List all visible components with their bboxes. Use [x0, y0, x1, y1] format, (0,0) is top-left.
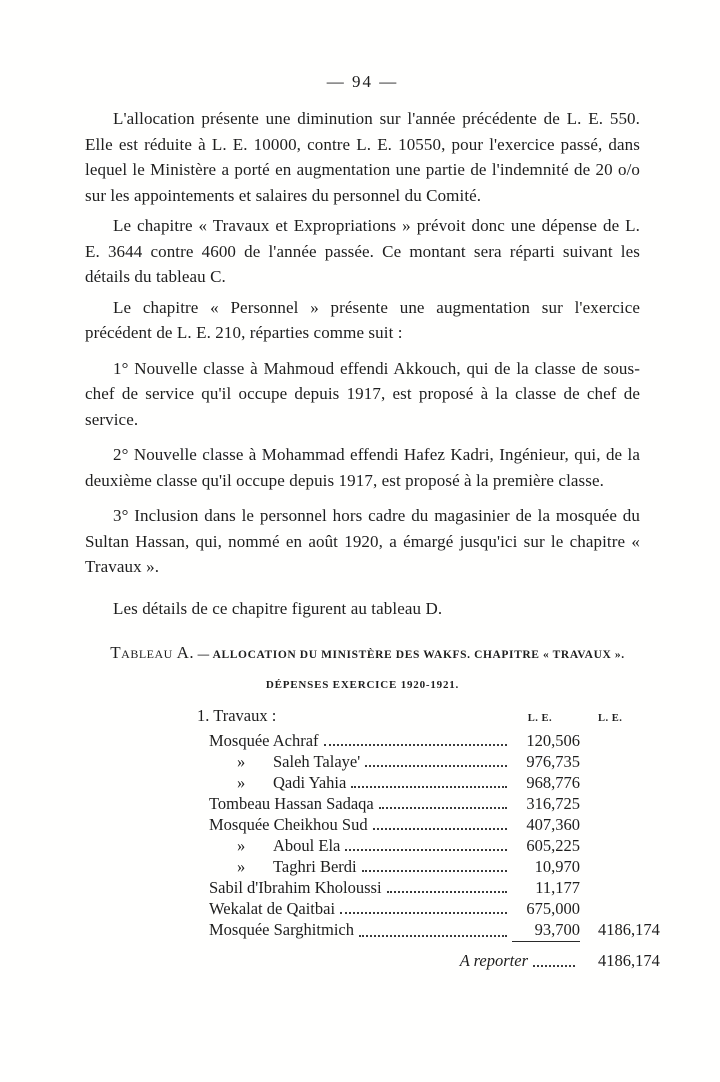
table-row	[197, 772, 675, 793]
row-label: Sabil d'Ibrahim Kholoussi	[209, 878, 382, 897]
row-amount-le1: 93,700	[512, 919, 580, 942]
row-amount-le1: 10,970	[534, 857, 580, 876]
row-label: Saleh Talaye'	[273, 752, 361, 771]
dot-leader	[533, 964, 575, 967]
row-amount-le1: 407,360	[526, 815, 580, 834]
table-subtitle: DÉPENSES EXERCICE 1920-1921.	[265, 679, 460, 691]
paragraph-closing: Les détails de ce chapitre figurent au tableau D.	[113, 598, 443, 618]
row-amount-le1: 675,000	[526, 899, 580, 918]
dot-leader	[324, 743, 507, 746]
paragraph: Le chapitre « Travaux et Expropriations » prévoit donc une dépense de L. E. 3644 contre 4600 de l'année passée. Ce montant sera réparti suivant les détails du tableau C.	[85, 216, 640, 286]
dot-leader	[345, 848, 507, 851]
table-row	[197, 814, 675, 835]
dot-leader	[379, 806, 507, 809]
carry-row	[197, 950, 675, 972]
table-row	[197, 835, 675, 856]
ditto-mark: »	[237, 752, 246, 771]
column-header-le-2: L. E.	[598, 713, 623, 724]
row-amount-le1: 968,776	[526, 773, 580, 792]
row-label: Taghri Berdi	[273, 857, 357, 876]
row-label: Qadi Yahia	[273, 773, 347, 792]
row-amount-le2: 4186,174	[598, 920, 660, 939]
table-a	[197, 705, 675, 972]
table-title-rest: — ALLOCATION DU MINISTÈRE DES WAKFS. CHAPITRE « TRAVAUX ».	[194, 649, 625, 661]
paragraph-item-2: 2° Nouvelle classe à Mohammad effendi Hafez Kadri, Ingénieur, qui, de la deuxième classe qu'il occupe depuis 1917, est proposé à la première classe.	[85, 445, 640, 490]
carry-label: A reporter	[459, 951, 528, 970]
table-a-block	[85, 643, 660, 972]
dot-leader	[359, 934, 507, 937]
table-title	[95, 643, 640, 663]
carry-amount: 4186,174	[598, 951, 660, 970]
row-amount-le1: 11,177	[535, 878, 580, 897]
table-row	[197, 919, 675, 942]
row-label: Mosquée Cheikhou Sud	[209, 815, 368, 834]
row-label: Aboul Ela	[273, 836, 341, 855]
section-label: 1. Travaux :	[197, 706, 277, 725]
table-row	[197, 898, 675, 919]
row-amount-le1: 120,506	[526, 731, 580, 750]
table-row	[197, 793, 675, 814]
dot-leader	[362, 869, 507, 872]
ditto-mark: »	[237, 857, 246, 876]
table-row	[197, 730, 675, 751]
body-text	[85, 106, 640, 621]
dot-leader	[340, 911, 507, 914]
dot-leader	[365, 764, 507, 767]
ditto-mark: »	[237, 773, 246, 792]
table-row	[197, 877, 675, 898]
page-number: — 94 —	[326, 72, 399, 91]
row-label: Mosquée Achraf	[209, 731, 319, 750]
row-label: Wekalat de Qaitbai	[209, 899, 336, 918]
table-rows	[197, 730, 675, 942]
row-amount-le1: 976,735	[526, 752, 580, 771]
paragraph-item-3: 3° Inclusion dans le personnel hors cadre du magasinier de la mosquée du Sultan Hassan, qui, nommé en août 1920, a émargé jusqu'ici sur le chapitre « Travaux ».	[85, 506, 640, 576]
dot-leader	[387, 890, 507, 893]
ditto-mark: »	[237, 836, 246, 855]
paragraph-item-1: 1° Nouvelle classe à Mahmoud effendi Akkouch, qui de la classe de sous-chef de service qu'il occupe depuis 1917, est proposé à la classe de chef de service.	[85, 358, 640, 429]
row-amount-le1: 316,725	[526, 794, 580, 813]
dot-leader	[351, 785, 507, 788]
row-label: Tombeau Hassan Sadaqa	[209, 794, 374, 813]
table-row	[197, 751, 675, 772]
column-header-le-1: L. E.	[527, 713, 553, 724]
table-header	[197, 705, 675, 730]
row-label: Mosquée Sarghitmich	[209, 920, 354, 939]
paragraph: Le chapitre « Personnel » présente une augmentation sur l'exercice précédent de L. E. 210, réparties comme suit :	[85, 297, 640, 342]
paragraph: L'allocation présente une diminution sur l'année précédente de L. E. 550. Elle est réduite à L. E. 10000, contre L. E. 10550, pour l'exercice passé, dans lequel le Ministère a porté en augmentation une partie de l'indemnité de 20 o/o sur les appointements et salaires du personnel du Comité.	[85, 109, 640, 205]
row-amount-le1: 605,225	[526, 836, 580, 855]
table-row	[197, 856, 675, 877]
dot-leader	[373, 827, 507, 830]
table-title-name: Tableau A.	[110, 643, 195, 662]
